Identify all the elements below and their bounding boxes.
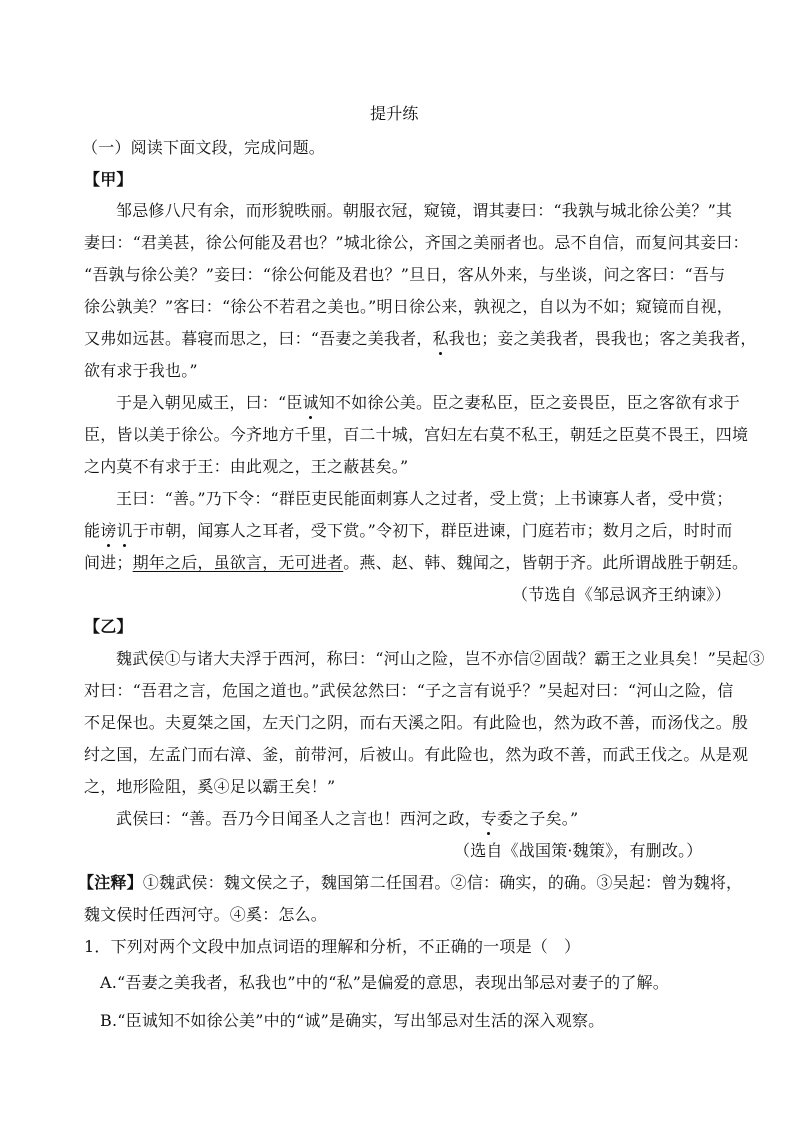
passage-line: 臣，皆以美于徐公。今齐地方千里，百二十城，宫妇左右莫不私王，朝廷之臣莫不畏王，四境 bbox=[84, 425, 749, 444]
emphasized-char: 讥 bbox=[116, 521, 133, 540]
passage-line: “吾孰与徐公美？”妾曰：“徐公何能及君也？”旦日，客从外来，与坐谈，问之客曰：“吾与 bbox=[84, 265, 726, 284]
page-title: 提升练 bbox=[370, 104, 419, 123]
source-citation: （选自《战国策·魏策》，有删改。） bbox=[454, 841, 703, 860]
notes-line: 魏文侯时任西河守。④奚：怎么。 bbox=[84, 905, 328, 924]
notes-text: ①魏武侯：魏文侯之子，魏国第二任国君。②信：确实，的确。③吴起：曾为魏将， bbox=[142, 873, 743, 892]
emphasized-char: 私 bbox=[432, 329, 449, 348]
passage-line bbox=[84, 329, 757, 349]
text-segment: 间进； bbox=[84, 553, 133, 572]
option-b: B.“臣诚知不如徐公美”中的“诚”是确实，写出邹忌对生活的深入观察。 bbox=[100, 1011, 605, 1030]
passage-line: 之内莫不有求于王：由此观之，王之蔽甚矣。” bbox=[84, 457, 409, 476]
passage-line bbox=[84, 521, 732, 541]
passage-yi-label: 【乙】 bbox=[84, 617, 133, 636]
text-segment: 又弗如远甚。暮寝而思之，曰：“吾妻之美我者， bbox=[84, 329, 433, 348]
passage-line: 妻曰：“君美甚，徐公何能及君也？”城北徐公，齐国之美丽者也。忌不自信，而复问其妾曰： bbox=[84, 233, 749, 252]
passage-line bbox=[116, 809, 578, 829]
passage-line: 对曰：“吾君之言，危国之道也。”武侯忿然曰：“子之言有说乎？”吴起对曰：“河山之险，信 bbox=[84, 681, 734, 700]
passage-line: 王曰：“善。”乃下令：“群臣吏民能面刺寡人之过者，受上赏；上书谏寡人者，受中赏； bbox=[116, 489, 733, 508]
passage-line: 不足保也。夫夏桀之国，左天门之阴，而右天溪之阳。有此险也，然为政不善，而汤伐之。殷 bbox=[84, 713, 749, 732]
text-segment: 。燕、赵、韩、魏闻之，皆朝于齐。此所谓战胜于朝廷。 bbox=[343, 553, 749, 572]
passage-line: 邹忌修八尺有余，而形貌昳丽。朝服衣冠，窥镜，谓其妻曰：“我孰与城北徐公美？”其 bbox=[116, 201, 733, 220]
underlined-sentence: 期年之后，虽欲言，无可进者 bbox=[132, 553, 344, 572]
passage-line bbox=[84, 553, 748, 573]
text-segment: 我也；妾之美我者，畏我也；客之美我者， bbox=[448, 329, 757, 348]
emphasized-char: 诚 bbox=[302, 393, 319, 412]
text-segment: 于市朝，闻寡人之耳者，受下赏。”令初下，群臣进谏，门庭若市；数月之后，时时而 bbox=[132, 521, 733, 540]
passage-line bbox=[116, 393, 740, 413]
passage-line: 魏武侯①与诸大夫浮于西河，称曰：“河山之险，岂不亦信②固哉？霸王之业具矣！”吴起③ bbox=[116, 649, 765, 668]
notes-line bbox=[78, 873, 742, 893]
text-segment: 于是入朝见威王，曰：“臣 bbox=[116, 393, 303, 412]
passage-line: 纣之国，左孟门而右漳、釜，前带河，后被山。有此险也，然为政不善，而武王伐之。从是观 bbox=[84, 745, 749, 764]
passage-line: 欲有求于我也。” bbox=[84, 361, 198, 380]
text-segment: 能 bbox=[84, 521, 101, 540]
passage-line: 之，地形险阻，奚④足以霸王矣！” bbox=[84, 777, 336, 796]
emphasized-char: 谤 bbox=[100, 521, 117, 540]
option-a: A.“吾妻之美我者，私我也”中的“私”是偏爱的意思，表现出邹忌对妻子的了解。 bbox=[100, 973, 669, 992]
text-segment: 知不如徐公美。臣之妻私臣，臣之妾畏臣，臣之客欲有求于 bbox=[318, 393, 740, 412]
source-citation: （节选自《邹忌讽齐王纳谏》） bbox=[512, 585, 731, 604]
question-stem: 1．下列对两个文段中加点词语的理解和分析，不正确的一项是（ ） bbox=[84, 937, 581, 956]
section-heading: （一）阅读下面文段，完成问题。 bbox=[82, 138, 326, 157]
passage-line: 徐公孰美？”客曰：“徐公不若君之美也。”明日徐公来，孰视之，自以为不如；窥镜而自视， bbox=[84, 297, 733, 316]
passage-jia-label: 【甲】 bbox=[84, 170, 133, 189]
text-segment: 武侯曰：“善。吾乃今日闻圣人之言也！西河之政， bbox=[116, 809, 481, 828]
emphasized-char: 专 bbox=[480, 809, 497, 828]
text-segment: 委之子矣。” bbox=[496, 809, 579, 828]
notes-label: 【注释】 bbox=[78, 873, 143, 892]
